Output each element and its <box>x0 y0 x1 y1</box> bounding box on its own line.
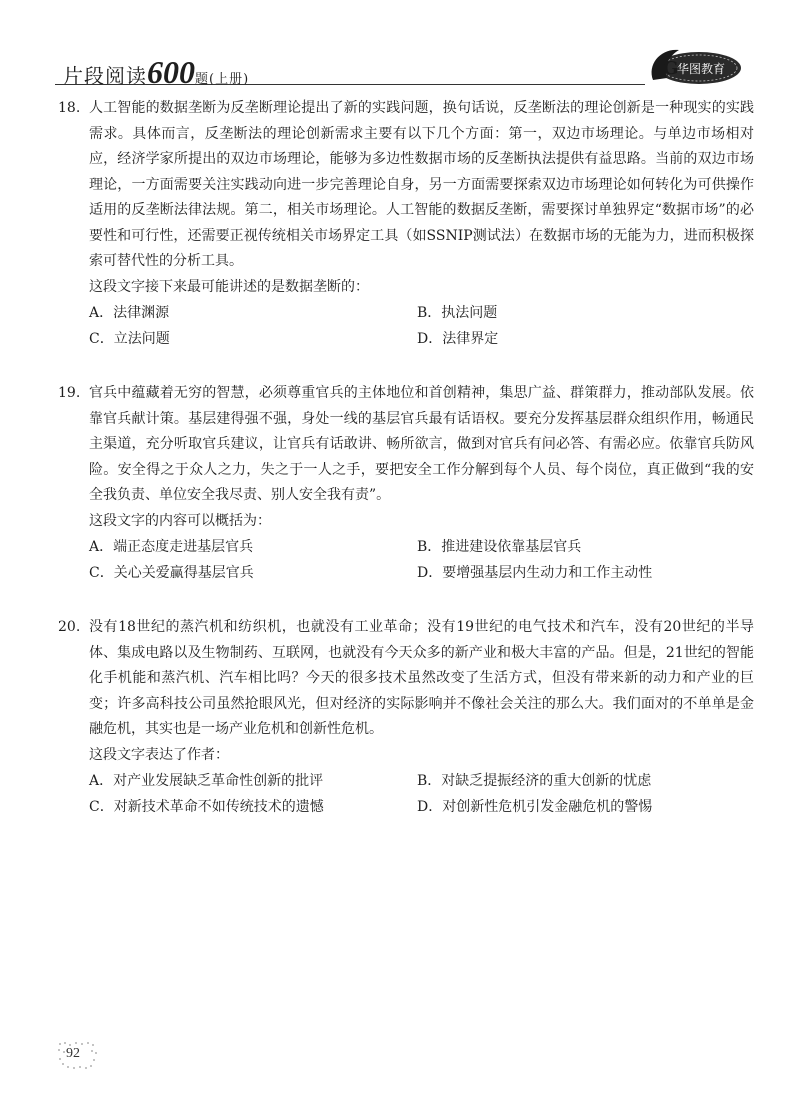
question-20 <box>58 615 758 820</box>
book-title <box>63 54 249 91</box>
question-19 <box>58 381 758 586</box>
question-stem: 官兵中蕴藏着无穷的智慧，必须尊重官兵的主体地位和首创精神，集思广益、群策群力，推动部队发展。依靠官兵献计策。基层建得强不强，身处一线的基层官兵最有话语权。要充分发挥基层群众组织作用，畅通民主渠道，充分听取官兵建议，让官兵有话敢讲、畅所欲言，做到对官兵有问必答、有需必应。依靠官兵防风险。安全得之于众人之力，失之于一人之手，要把安全工作分解到每个人员、每个岗位，真正做到“我的安全我负责、单位安全我尽责、别人安全我有责”。 <box>89 385 754 503</box>
question-18 <box>58 96 758 352</box>
option-a[interactable]: A．端正态度走进基层官兵 <box>89 539 254 555</box>
option-a[interactable]: A．法律渊源 <box>89 305 170 321</box>
title-number: 600 <box>147 54 195 90</box>
question-prompt: 这段文字接下来最可能讲述的是数据垄断的： <box>89 278 369 295</box>
option-c[interactable]: C．关心关爱赢得基层官兵 <box>89 565 254 581</box>
option-d[interactable]: D．要增强基层内生动力和工作主动性 <box>417 565 653 581</box>
publisher-logo <box>639 44 743 88</box>
option-c[interactable]: C．对新技术革命不如传统技术的遗憾 <box>89 799 324 815</box>
page-header <box>55 40 755 90</box>
question-number: 20. <box>58 619 81 635</box>
title-suffix: 题 <box>195 72 210 87</box>
svg-text:G: G <box>663 58 679 79</box>
header-rule <box>55 84 645 85</box>
option-b[interactable]: B．对缺乏提振经济的重大创新的忧虑 <box>417 773 652 789</box>
options <box>89 300 754 352</box>
options <box>89 768 754 820</box>
question-prompt: 这段文字表达了作者： <box>89 746 229 763</box>
option-d[interactable]: D．法律界定 <box>417 331 499 347</box>
options <box>89 534 754 586</box>
logo-text: 华图教育 <box>676 62 726 76</box>
option-d[interactable]: D．对创新性危机引发金融危机的警惕 <box>417 799 653 815</box>
question-number: 18. <box>58 100 81 116</box>
title-prefix: 片段阅读 <box>63 64 147 88</box>
option-b[interactable]: B．执法问题 <box>417 305 498 321</box>
question-stem: 人工智能的数据垄断为反垄断理论提出了新的实践问题，换句话说，反垄断法的理论创新是一种现实的实践需求。具体而言，反垄断法的理论创新需求主要有以下几个方面：第一，双边市场理论。与单边市场相对应，经济学家所提出的双边市场理论，能够为多边性数据市场的反垄断执法提供有益思路。当前的双边市场理论，一方面需要关注实践动向进一步完善理论自身，另一方面需要探索双边市场理论如何转化为可供操作适用的反垄断法律法规。第二，相关市场理论。人工智能的数据反垄断，需要探讨单独界定“数据市场”的必要性和可行性，还需要正视传统相关市场界定工具（如SSNIP测试法）在数据市场的无能为力，进而积极探索可替代性的分析工具。 <box>89 100 754 269</box>
volume-label: (上册) <box>209 72 250 87</box>
option-c[interactable]: C．立法问题 <box>89 331 170 347</box>
page-number: 92 <box>66 1046 80 1061</box>
question-prompt: 这段文字的内容可以概括为： <box>89 512 271 529</box>
question-stem: 没有18世纪的蒸汽机和纺织机，也就没有工业革命；没有19世纪的电气技术和汽车，没有20世纪的半导体、集成电路以及生物制药、互联网，也就没有今天众多的新产业和极大丰富的产品。但是，21世纪的智能化手机能和蒸汽机、汽车相比吗？今天的很多技术虽然改变了生活方式，但没有带来新的动力和产业的巨变；许多高科技公司虽然抢眼风光，但对经济的实际影响并不像社会关注的那么大。我们面对的不单单是金融危机，其实也是一场产业危机和创新性危机。 <box>89 619 754 737</box>
question-number: 19. <box>58 385 81 401</box>
option-b[interactable]: B．推进建设依靠基层官兵 <box>417 539 582 555</box>
option-a[interactable]: A．对产业发展缺乏革命性创新的批评 <box>89 773 324 789</box>
